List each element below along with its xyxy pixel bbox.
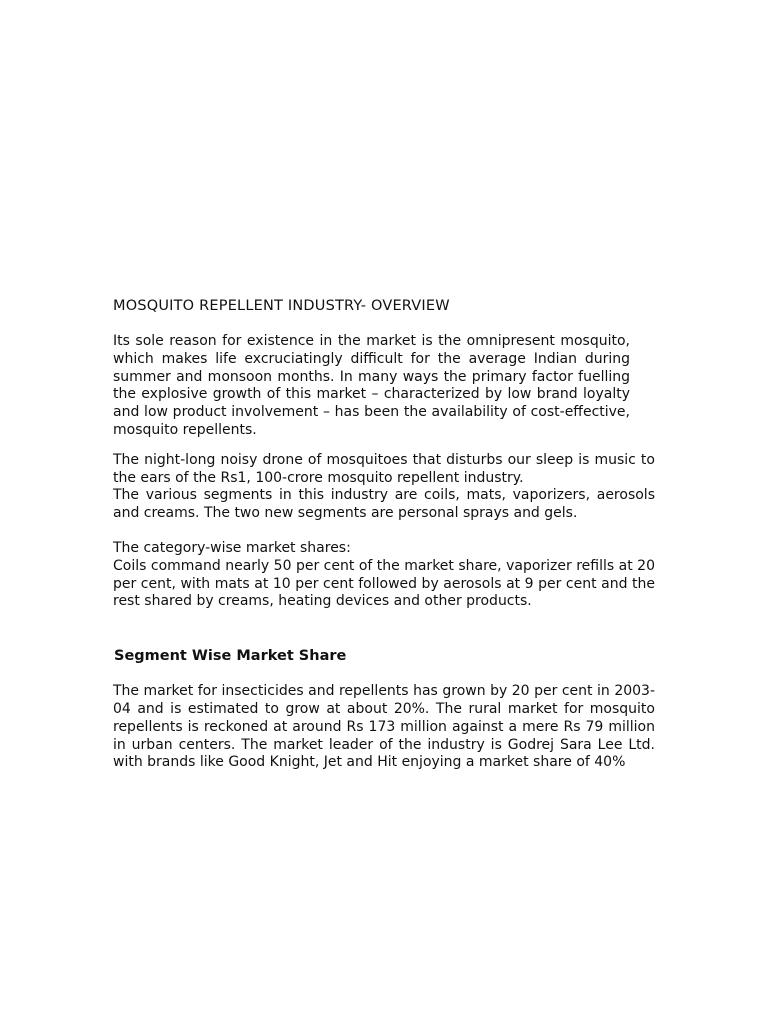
category-shares-heading: The category-wise market shares: [113, 539, 351, 556]
category-shares-paragraph: Coils command nearly 50 per cent of the market share, vaporizer refills at 20 per cent, with mats at 10 per cent followed by aerosols at 9 per cent and the rest shared by creams, heating devices and other products. [113, 557, 655, 610]
document-body [113, 296, 655, 772]
segments-paragraph: The various segments in this industry are coils, mats, vaporizers, aerosols and creams. The two new segments are personal sprays and gels. [113, 487, 655, 522]
section-subtitle: Segment Wise Market Share [114, 648, 347, 665]
paragraph-gap [113, 523, 655, 540]
document-title: MOSQUITO REPELLENT INDUSTRY- OVERVIEW [113, 298, 450, 314]
market-growth-paragraph: The market for insecticides and repellents has grown by 20 per cent in 2003-04 and is estimated to grow at about 20%. The rural market for mosquito repellents is reckoned at around Rs 173 million against a mere Rs 79 million in urban centers. The market leader of the industry is Godrej Sara Lee Ltd. with brands like Good Knight, Jet and Hit enjoying a market share of 40% [113, 683, 655, 771]
drone-paragraph: The night-long noisy drone of mosquitoes that disturbs our sleep is music to the ears of the Rs1, 100-crore mosquito repellent industry. [113, 451, 655, 486]
intro-paragraph: Its sole reason for existence in the market is the omnipresent mosquito, which makes life excruciatingly difficult for the average Indian during summer and monsoon months. In many ways the primary factor fuelling the explosive growth of this market – characterized by low brand loyalty and low product involvement – has been the availability of cost-effective, mosquito repellents. [113, 333, 630, 438]
